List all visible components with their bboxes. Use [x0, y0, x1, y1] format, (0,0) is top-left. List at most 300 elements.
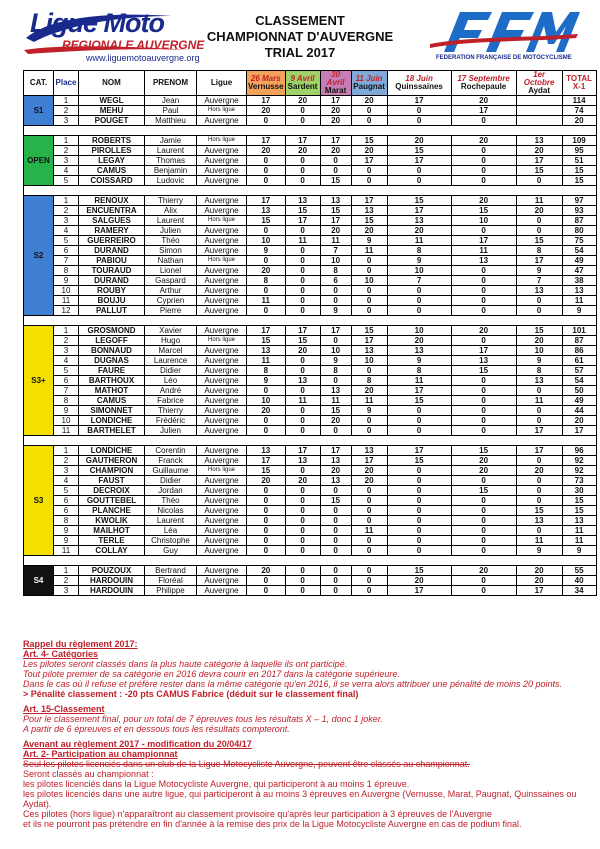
- total-cell: 95: [562, 146, 596, 156]
- art4-line4: > Pénalité classement : -20 pts CAMUS Fabrice (déduit sur le classement final): [23, 689, 359, 699]
- score-cell: 0: [247, 516, 286, 526]
- nom-cell: BOUJU: [79, 296, 145, 306]
- prenom-cell: Xavier: [145, 326, 197, 336]
- ligue-cell: Auvergne: [197, 236, 247, 246]
- table-row: [24, 516, 597, 526]
- prenom-cell: Ludovic: [145, 176, 197, 186]
- score-cell: 13: [351, 206, 387, 216]
- spacer-cell: [24, 556, 597, 566]
- score-cell: 13: [451, 356, 516, 366]
- nom-cell: POUZOUX: [79, 566, 145, 576]
- score-cell: 0: [285, 486, 320, 496]
- score-cell: 20: [451, 136, 516, 146]
- logo-title: Ligue Moto: [30, 8, 164, 38]
- score-cell: 20: [285, 476, 320, 486]
- score-cell: 0: [285, 416, 320, 426]
- score-cell: 11: [351, 396, 387, 406]
- score-cell: 17: [247, 96, 286, 106]
- table-row: [24, 146, 597, 156]
- score-cell: 15: [351, 216, 387, 226]
- prenom-cell: Simon: [145, 246, 197, 256]
- total-cell: 97: [562, 196, 596, 206]
- total-cell: 13: [562, 286, 596, 296]
- event-date: 26 Mars: [250, 74, 281, 83]
- score-cell: 15: [320, 176, 351, 186]
- score-cell: 10: [247, 236, 286, 246]
- nom-cell: COLLAY: [79, 546, 145, 556]
- score-cell: 20: [516, 576, 562, 586]
- col-prenom: PRENOM: [145, 71, 197, 96]
- art2-line3: les pilotes licenciés dans la Ligue Motocycliste Auvergne, qui participeront à au moins 1 épreuve.: [23, 779, 410, 789]
- table-row: [24, 486, 597, 496]
- table-row: [24, 586, 597, 596]
- score-cell: 0: [285, 356, 320, 366]
- table-row: [24, 296, 597, 306]
- score-cell: 0: [285, 526, 320, 536]
- prenom-cell: Guillaume: [145, 466, 197, 476]
- score-cell: 9: [320, 306, 351, 316]
- score-cell: 9: [516, 546, 562, 556]
- score-cell: 0: [451, 156, 516, 166]
- score-cell: 0: [451, 116, 516, 126]
- place-cell: 2: [54, 456, 79, 466]
- ligue-cell: Hors ligue: [197, 106, 247, 116]
- score-cell: 17: [387, 96, 451, 106]
- ligue-cell: Auvergne: [197, 576, 247, 586]
- score-cell: 20: [451, 456, 516, 466]
- place-cell: 1: [54, 446, 79, 456]
- score-cell: 15: [387, 146, 451, 156]
- score-cell: 15: [451, 366, 516, 376]
- event-place: Marat: [324, 86, 347, 95]
- nom-cell: BARTHOUX: [79, 376, 145, 386]
- prenom-cell: Laurence: [145, 356, 197, 366]
- ligue-cell: Auvergne: [197, 446, 247, 456]
- ligue-cell: Auvergne: [197, 156, 247, 166]
- col-event-5: [387, 71, 451, 96]
- ligue-cell: Auvergne: [197, 426, 247, 436]
- score-cell: 0: [320, 286, 351, 296]
- total-cell: 86: [562, 346, 596, 356]
- score-cell: 15: [516, 166, 562, 176]
- score-cell: 15: [387, 196, 451, 206]
- total-cell: 55: [562, 566, 596, 576]
- score-cell: 7: [320, 246, 351, 256]
- place-cell: 8: [54, 396, 79, 406]
- score-cell: 6: [320, 276, 351, 286]
- table-row: [24, 166, 597, 176]
- category-cell: OPEN: [24, 136, 54, 186]
- score-cell: 0: [451, 286, 516, 296]
- ligue-cell: Auvergne: [197, 486, 247, 496]
- place-cell: 2: [54, 336, 79, 346]
- total-cell: 49: [562, 396, 596, 406]
- score-cell: 17: [320, 446, 351, 456]
- prenom-cell: Didier: [145, 366, 197, 376]
- ligue-cell: Hors ligue: [197, 466, 247, 476]
- score-cell: 20: [516, 206, 562, 216]
- place-cell: 4: [54, 226, 79, 236]
- total-cell: 11: [562, 526, 596, 536]
- score-cell: 0: [387, 536, 451, 546]
- place-cell: 2: [54, 106, 79, 116]
- score-cell: 11: [451, 246, 516, 256]
- nom-cell: SIMONNET: [79, 406, 145, 416]
- total-cell: 34: [562, 586, 596, 596]
- total-cell: 96: [562, 446, 596, 456]
- table-row: [24, 426, 597, 436]
- score-cell: 0: [387, 526, 451, 536]
- prenom-cell: Julien: [145, 226, 197, 236]
- score-cell: 0: [451, 546, 516, 556]
- prenom-cell: Thomas: [145, 156, 197, 166]
- category-spacer: [24, 556, 597, 566]
- prenom-cell: Nathan: [145, 256, 197, 266]
- art15-line1: Pour le classement final, pour un total de 7 épreuves tous les résultats X – 1, donc 1 joker.: [23, 714, 383, 724]
- col-event-7: [516, 71, 562, 96]
- ligue-cell: Auvergne: [197, 326, 247, 336]
- col-event-2: [285, 71, 320, 96]
- table-row: [24, 376, 597, 386]
- ligue-cell: Auvergne: [197, 496, 247, 506]
- score-cell: 0: [451, 336, 516, 346]
- place-cell: 5: [54, 486, 79, 496]
- score-cell: 0: [351, 286, 387, 296]
- title-line1: CLASSEMENT: [255, 13, 345, 28]
- ligue-cell: Auvergne: [197, 456, 247, 466]
- score-cell: 0: [247, 536, 286, 546]
- score-cell: 17: [351, 336, 387, 346]
- score-cell: 0: [320, 376, 351, 386]
- category-cell: S4: [24, 566, 54, 596]
- total-cell: 11: [562, 296, 596, 306]
- score-cell: 0: [351, 106, 387, 116]
- table-row: [24, 456, 597, 466]
- table-row: [24, 346, 597, 356]
- score-cell: 0: [351, 256, 387, 266]
- score-cell: 0: [387, 466, 451, 476]
- score-cell: 0: [247, 526, 286, 536]
- score-cell: 13: [516, 286, 562, 296]
- prenom-cell: Matthieu: [145, 116, 197, 126]
- prenom-cell: Paul: [145, 106, 197, 116]
- score-cell: 0: [451, 416, 516, 426]
- score-cell: 0: [351, 576, 387, 586]
- ligue-cell: Auvergne: [197, 386, 247, 396]
- ligue-cell: Auvergne: [197, 356, 247, 366]
- score-cell: 0: [351, 176, 387, 186]
- score-cell: 0: [247, 426, 286, 436]
- table-body: [24, 96, 597, 596]
- score-cell: 20: [516, 336, 562, 346]
- prenom-cell: Alix: [145, 206, 197, 216]
- score-cell: 0: [285, 546, 320, 556]
- total-cell: 109: [562, 136, 596, 146]
- score-cell: 20: [247, 566, 286, 576]
- nom-cell: DECROIX: [79, 486, 145, 496]
- score-cell: 15: [247, 336, 286, 346]
- score-cell: 0: [516, 176, 562, 186]
- score-cell: 0: [351, 166, 387, 176]
- total-cell: 15: [562, 506, 596, 516]
- score-cell: 13: [285, 456, 320, 466]
- score-cell: 10: [247, 396, 286, 406]
- score-cell: 17: [320, 326, 351, 336]
- score-cell: 15: [320, 406, 351, 416]
- place-cell: 4: [54, 476, 79, 486]
- score-cell: 0: [285, 516, 320, 526]
- score-cell: 20: [320, 466, 351, 476]
- art4-line3: Dans le cas où il refuse et préfère rester dans la même catégorie qu'en 2016, il se verra alors attribuer une pénalité de moins 20 points.: [23, 679, 563, 689]
- score-cell: 20: [387, 336, 451, 346]
- score-cell: 0: [247, 256, 286, 266]
- score-cell: 0: [451, 426, 516, 436]
- score-cell: 15: [516, 506, 562, 516]
- score-cell: 13: [516, 376, 562, 386]
- score-cell: 13: [351, 346, 387, 356]
- score-cell: 15: [387, 396, 451, 406]
- nom-cell: PIROLLES: [79, 146, 145, 156]
- table-row: [24, 416, 597, 426]
- category-cell: S2: [24, 196, 54, 316]
- prenom-cell: Arthur: [145, 286, 197, 296]
- score-cell: 20: [320, 106, 351, 116]
- score-cell: 8: [351, 376, 387, 386]
- total-cell: 93: [562, 206, 596, 216]
- score-cell: 11: [351, 526, 387, 536]
- score-cell: 20: [516, 566, 562, 576]
- prenom-cell: Théo: [145, 236, 197, 246]
- total-cell: 49: [562, 256, 596, 266]
- score-cell: 15: [285, 206, 320, 216]
- prenom-cell: Jean: [145, 96, 197, 106]
- table-row: [24, 476, 597, 486]
- score-cell: 0: [451, 406, 516, 416]
- nom-cell: KWOLIK: [79, 516, 145, 526]
- score-cell: 10: [320, 256, 351, 266]
- score-cell: 0: [451, 496, 516, 506]
- score-cell: 0: [387, 106, 451, 116]
- score-cell: 20: [351, 146, 387, 156]
- place-cell: 11: [54, 546, 79, 556]
- event-date: 11 Juin: [355, 74, 383, 83]
- prenom-cell: Fabrice: [145, 396, 197, 406]
- place-cell: 3: [54, 156, 79, 166]
- score-cell: 0: [451, 386, 516, 396]
- col-place: Place: [54, 71, 79, 96]
- score-cell: 9: [247, 376, 286, 386]
- score-cell: 0: [351, 496, 387, 506]
- score-cell: 17: [516, 586, 562, 596]
- score-cell: 0: [387, 496, 451, 506]
- place-cell: 6: [54, 246, 79, 256]
- score-cell: 0: [247, 286, 286, 296]
- ligue-cell: Auvergne: [197, 536, 247, 546]
- score-cell: 0: [285, 536, 320, 546]
- prenom-cell: Jordan: [145, 486, 197, 496]
- ffm-logo: [430, 8, 580, 68]
- score-cell: 17: [451, 346, 516, 356]
- nom-cell: LONDICHE: [79, 416, 145, 426]
- art2-line1: Seul les pilotes licenciés dans un club de la Ligue Motocycliste Auvergne, peuvent être classés au championnat.: [23, 759, 470, 769]
- ligue-cell: Auvergne: [197, 286, 247, 296]
- score-cell: 0: [247, 306, 286, 316]
- table-row: [24, 336, 597, 346]
- score-cell: 11: [516, 196, 562, 206]
- score-cell: 8: [320, 266, 351, 276]
- score-cell: 17: [387, 386, 451, 396]
- total-cell: 13: [562, 516, 596, 526]
- score-cell: 0: [247, 496, 286, 506]
- score-cell: 0: [387, 516, 451, 526]
- table-row: [24, 386, 597, 396]
- score-cell: 0: [247, 226, 286, 236]
- score-cell: 17: [351, 156, 387, 166]
- score-cell: 13: [320, 456, 351, 466]
- score-cell: 11: [320, 236, 351, 246]
- prenom-cell: Benjamin: [145, 166, 197, 176]
- prenom-cell: Frédéric: [145, 416, 197, 426]
- rules-title: Rappel du règlement 2017:: [23, 639, 138, 649]
- table-row: [24, 506, 597, 516]
- score-cell: 20: [285, 346, 320, 356]
- score-cell: [516, 116, 562, 126]
- nom-cell: DURAND: [79, 246, 145, 256]
- score-cell: 20: [247, 476, 286, 486]
- score-cell: 0: [351, 516, 387, 526]
- score-cell: 0: [516, 216, 562, 226]
- spacer-cell: [24, 436, 597, 446]
- ligue-moto-logo: [22, 8, 212, 68]
- event-date: 30 Avril: [326, 70, 345, 87]
- nom-cell: MEHU: [79, 106, 145, 116]
- page-header: [0, 0, 600, 70]
- score-cell: 0: [320, 166, 351, 176]
- score-cell: 9: [351, 236, 387, 246]
- score-cell: 20: [320, 226, 351, 236]
- score-cell: 15: [285, 336, 320, 346]
- ligue-cell: Auvergne: [197, 246, 247, 256]
- score-cell: 20: [320, 416, 351, 426]
- total-cell: 50: [562, 386, 596, 396]
- ligue-cell: Auvergne: [197, 146, 247, 156]
- score-cell: 20: [387, 136, 451, 146]
- category-spacer: [24, 436, 597, 446]
- score-cell: 15: [351, 136, 387, 146]
- table-row: [24, 256, 597, 266]
- score-cell: 0: [285, 176, 320, 186]
- score-cell: 20: [451, 566, 516, 576]
- score-cell: 7: [387, 276, 451, 286]
- score-cell: 0: [247, 546, 286, 556]
- total-cell: 87: [562, 216, 596, 226]
- score-cell: 13: [320, 196, 351, 206]
- place-cell: 5: [54, 176, 79, 186]
- nom-cell: BARTHELET: [79, 426, 145, 436]
- nom-cell: POUGET: [79, 116, 145, 126]
- table-row: [24, 446, 597, 456]
- score-cell: 20: [247, 406, 286, 416]
- table-row: [24, 366, 597, 376]
- total-cell: 54: [562, 376, 596, 386]
- score-cell: 15: [516, 236, 562, 246]
- score-cell: 0: [351, 546, 387, 556]
- place-cell: 7: [54, 386, 79, 396]
- table-row: [24, 496, 597, 506]
- score-cell: 15: [451, 486, 516, 496]
- col-total-label: TOTAL: [566, 74, 593, 83]
- score-cell: 13: [351, 446, 387, 456]
- nom-cell: SALGUES: [79, 216, 145, 226]
- score-cell: 17: [285, 326, 320, 336]
- score-cell: 20: [285, 146, 320, 156]
- score-cell: 10: [516, 346, 562, 356]
- ligue-cell: Auvergne: [197, 346, 247, 356]
- score-cell: 0: [351, 536, 387, 546]
- score-cell: 0: [247, 156, 286, 166]
- score-cell: 0: [451, 166, 516, 176]
- logo-subtitle: REGIONALE AUVERGNE: [62, 38, 205, 52]
- ligue-cell: Auvergne: [197, 506, 247, 516]
- nom-cell: HARDOUIN: [79, 586, 145, 596]
- score-cell: 0: [451, 506, 516, 516]
- place-cell: 7: [54, 256, 79, 266]
- total-cell: 15: [562, 176, 596, 186]
- score-cell: 0: [320, 156, 351, 166]
- nom-cell: GOUTTEBEL: [79, 496, 145, 506]
- table-row: [24, 106, 597, 116]
- score-cell: 0: [320, 576, 351, 586]
- nom-cell: GUERREIRO: [79, 236, 145, 246]
- score-cell: 0: [247, 506, 286, 516]
- score-cell: 0: [387, 296, 451, 306]
- art2-title: Art. 2- Participation au championnat: [23, 749, 178, 759]
- score-cell: 0: [247, 586, 286, 596]
- score-cell: 8: [247, 276, 286, 286]
- prenom-cell: Christophe: [145, 536, 197, 546]
- score-cell: [516, 106, 562, 116]
- total-cell: 17: [562, 426, 596, 436]
- score-cell: 13: [320, 476, 351, 486]
- score-cell: 17: [387, 446, 451, 456]
- score-cell: 0: [247, 486, 286, 496]
- place-cell: 8: [54, 266, 79, 276]
- total-cell: 15: [562, 166, 596, 176]
- prenom-cell: Laurent: [145, 516, 197, 526]
- score-cell: 0: [387, 416, 451, 426]
- score-cell: 0: [387, 176, 451, 186]
- prenom-cell: Pierre: [145, 306, 197, 316]
- score-cell: 0: [451, 276, 516, 286]
- score-cell: 0: [247, 116, 286, 126]
- prenom-cell: Philippe: [145, 586, 197, 596]
- event-date: 17 Septembre: [457, 74, 510, 83]
- total-cell: 57: [562, 366, 596, 376]
- score-cell: 8: [516, 366, 562, 376]
- score-cell: 0: [285, 496, 320, 506]
- score-cell: 0: [320, 526, 351, 536]
- score-cell: 0: [516, 406, 562, 416]
- table-row: [24, 206, 597, 216]
- score-cell: 20: [285, 96, 320, 106]
- score-cell: 17: [451, 106, 516, 116]
- score-cell: 9: [516, 356, 562, 366]
- nom-cell: DURAND: [79, 276, 145, 286]
- total-cell: 92: [562, 456, 596, 466]
- place-cell: 2: [54, 206, 79, 216]
- score-cell: 0: [285, 406, 320, 416]
- table-row: [24, 236, 597, 246]
